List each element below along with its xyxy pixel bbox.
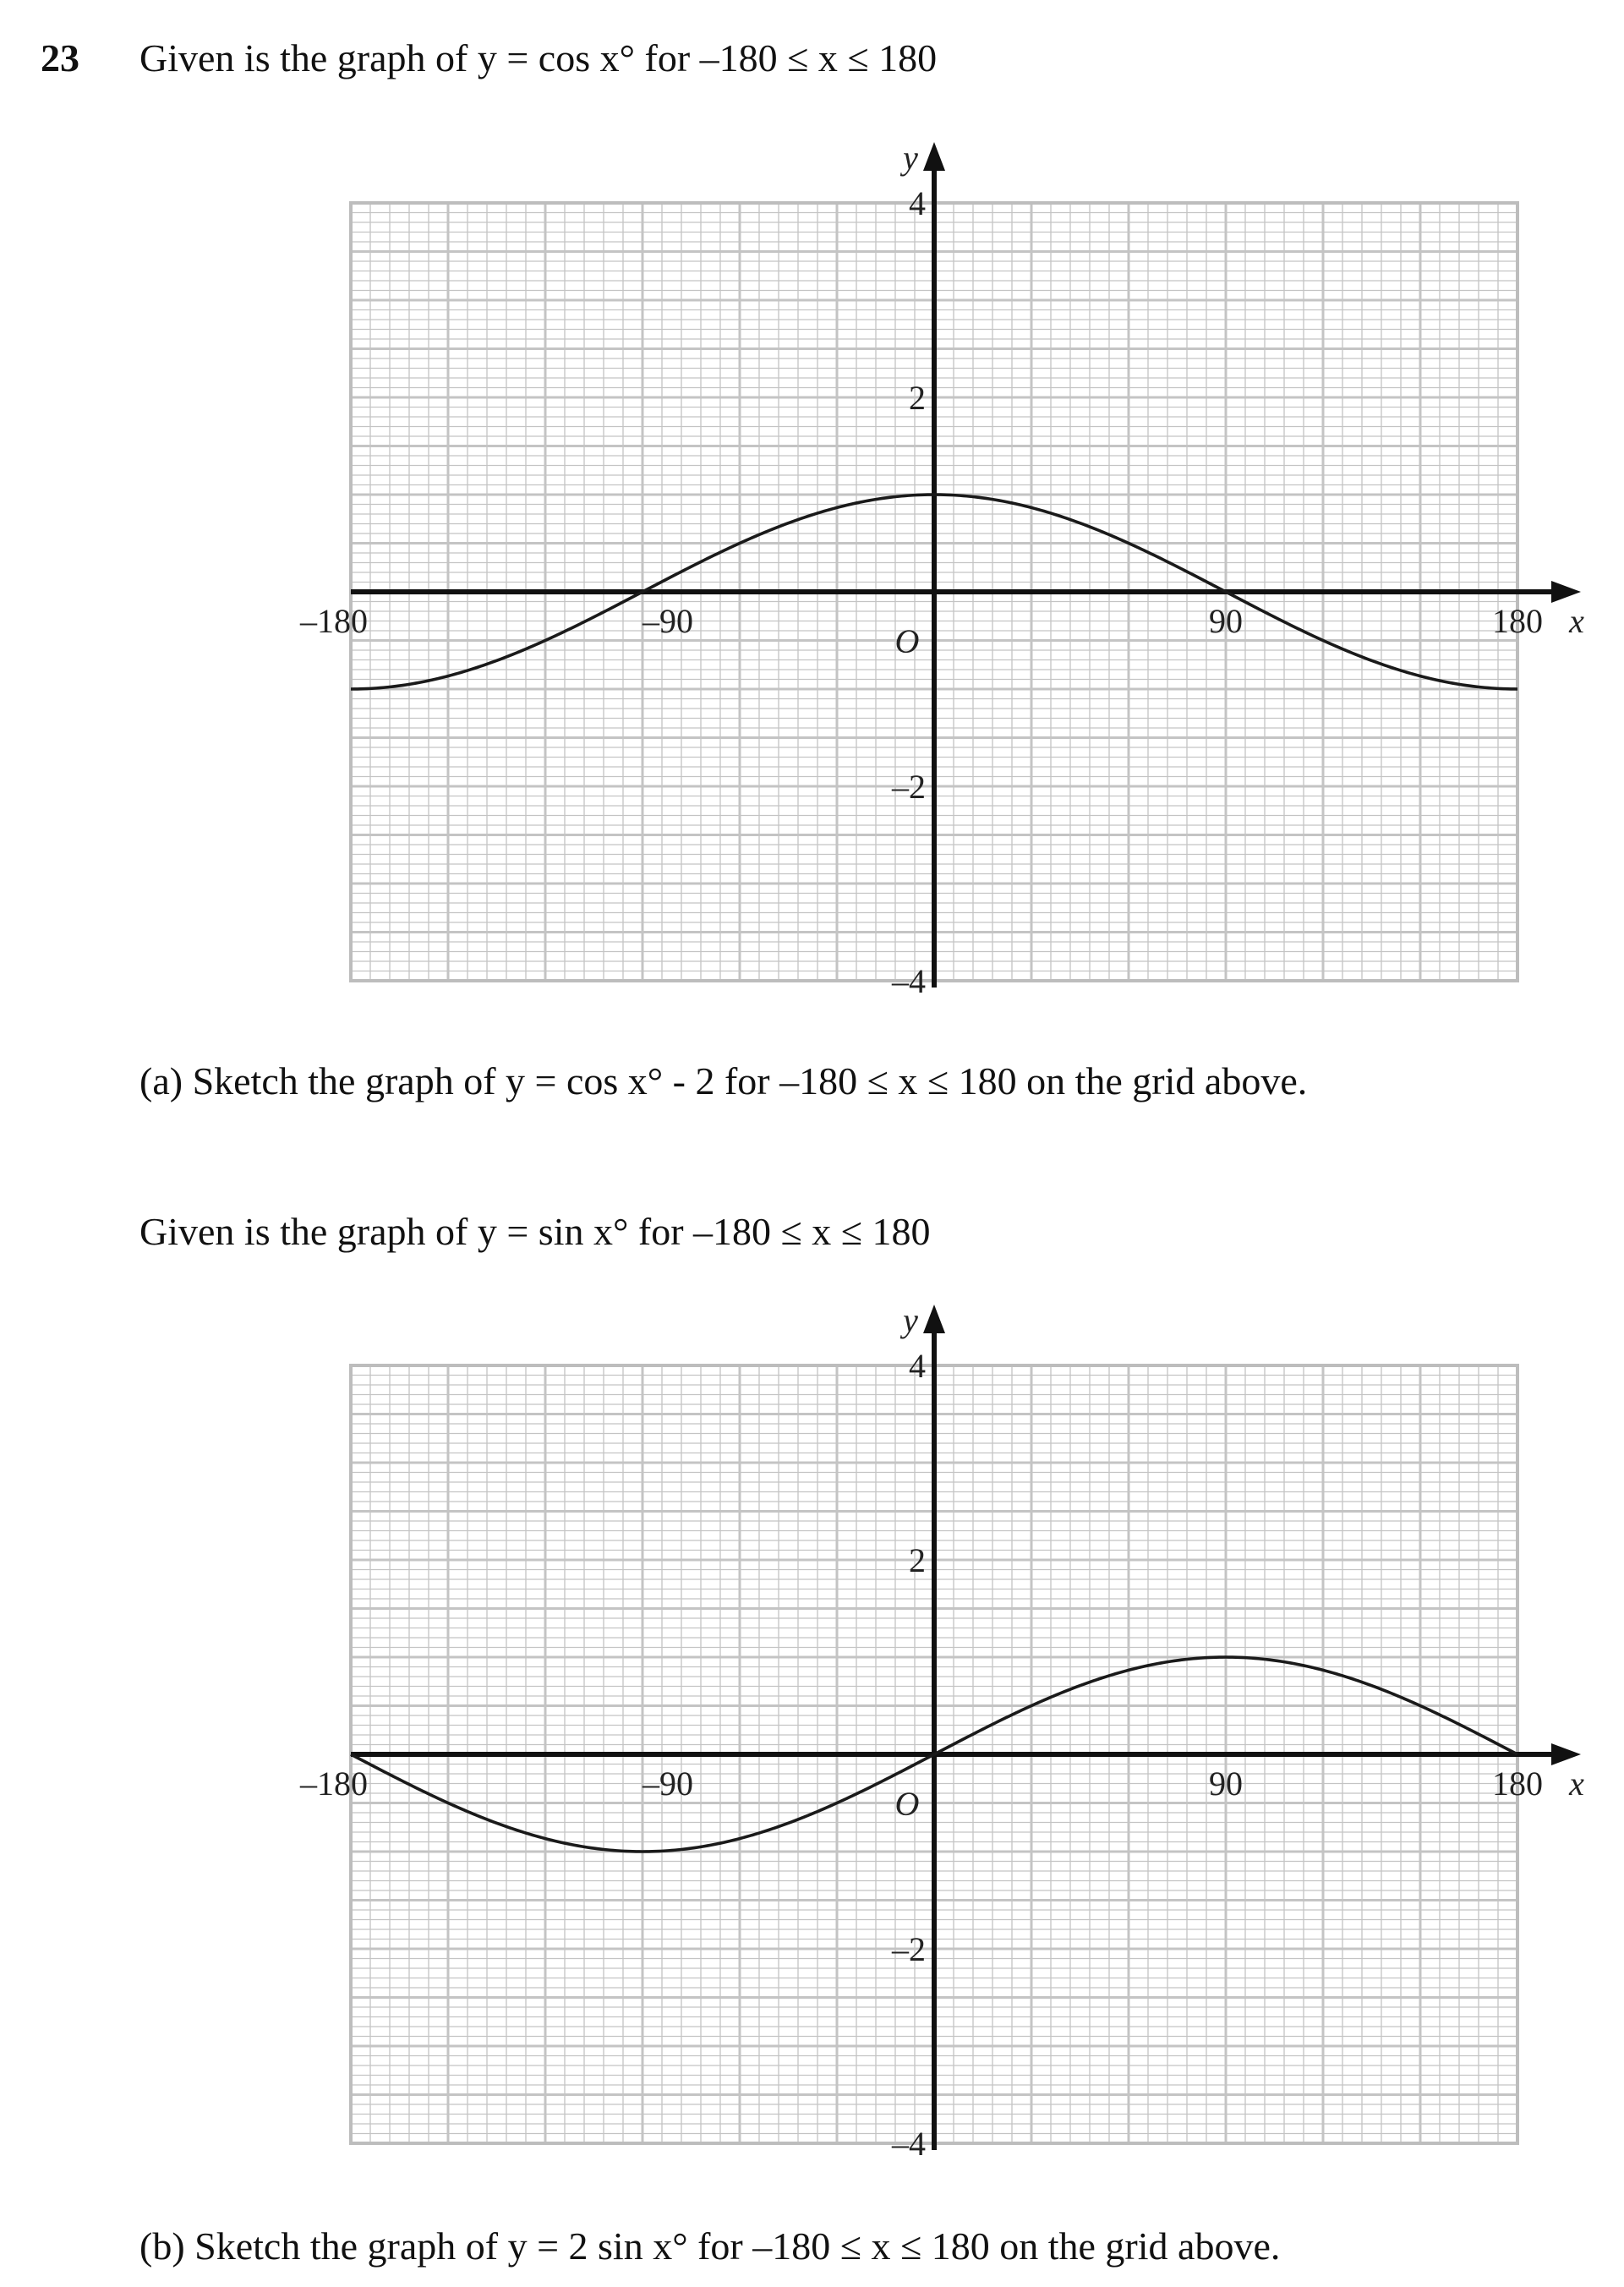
second-intro-range: for –180 ≤ x ≤ 180 [628, 1210, 931, 1253]
x-tick-label: –90 [642, 602, 693, 640]
y-axis-label: y [903, 139, 918, 177]
x-tick-label: 90 [1209, 602, 1243, 640]
second-intro-prefix: Given is the graph of [139, 1210, 478, 1253]
y-axis-label: y [903, 1301, 918, 1339]
x-axis-label: x [1569, 1764, 1584, 1803]
y-tick-label: 4 [909, 1347, 926, 1385]
x-axis-arrow [1551, 1743, 1581, 1765]
part-b-instruction [139, 2224, 1280, 2268]
intro-equation: y = cos x° [477, 36, 636, 79]
intro-range: for –180 ≤ x ≤ 180 [635, 36, 938, 79]
x-tick-label: –90 [642, 1764, 693, 1803]
x-tick-label: –180 [300, 602, 368, 640]
y-tick-label: –4 [892, 962, 926, 1000]
origin-label: O [894, 1785, 920, 1823]
cosine-graph [0, 127, 1624, 1015]
x-tick-label: 180 [1492, 602, 1543, 640]
part-b-label: (b) [139, 2224, 185, 2268]
x-tick-label: –180 [300, 1764, 368, 1803]
intro-prefix: Given is the graph of [139, 36, 478, 79]
question-number: 23 [41, 36, 79, 79]
y-tick-label: –2 [892, 1930, 926, 1968]
y-axis-arrow [923, 1305, 945, 1333]
y-axis-arrow [923, 142, 945, 171]
x-tick-label: 180 [1492, 1764, 1543, 1803]
second-intro [139, 1209, 931, 1254]
y-tick-label: –4 [892, 2125, 926, 2163]
y-tick-label: 4 [909, 184, 926, 222]
x-axis-arrow [1551, 581, 1581, 603]
part-b-text: Sketch the graph of y = 2 sin x° for –180 ≤ x ≤ 180 on the grid above. [194, 2224, 1281, 2268]
y-tick-label: 2 [909, 379, 926, 417]
second-intro-equation: y = sin x° [477, 1210, 629, 1253]
part-a-text: Sketch the graph of y = cos x° - 2 for –180 ≤ x ≤ 180 on the grid above. [192, 1059, 1308, 1102]
origin-label: O [894, 622, 920, 660]
x-tick-label: 90 [1209, 1764, 1243, 1803]
part-a-label: (a) [139, 1059, 183, 1102]
question-intro [139, 36, 937, 80]
part-a-instruction [139, 1059, 1307, 1103]
y-tick-label: –2 [892, 768, 926, 806]
x-axis-label: x [1569, 602, 1584, 640]
sine-graph [0, 1289, 1624, 2177]
y-tick-label: 2 [909, 1541, 926, 1579]
